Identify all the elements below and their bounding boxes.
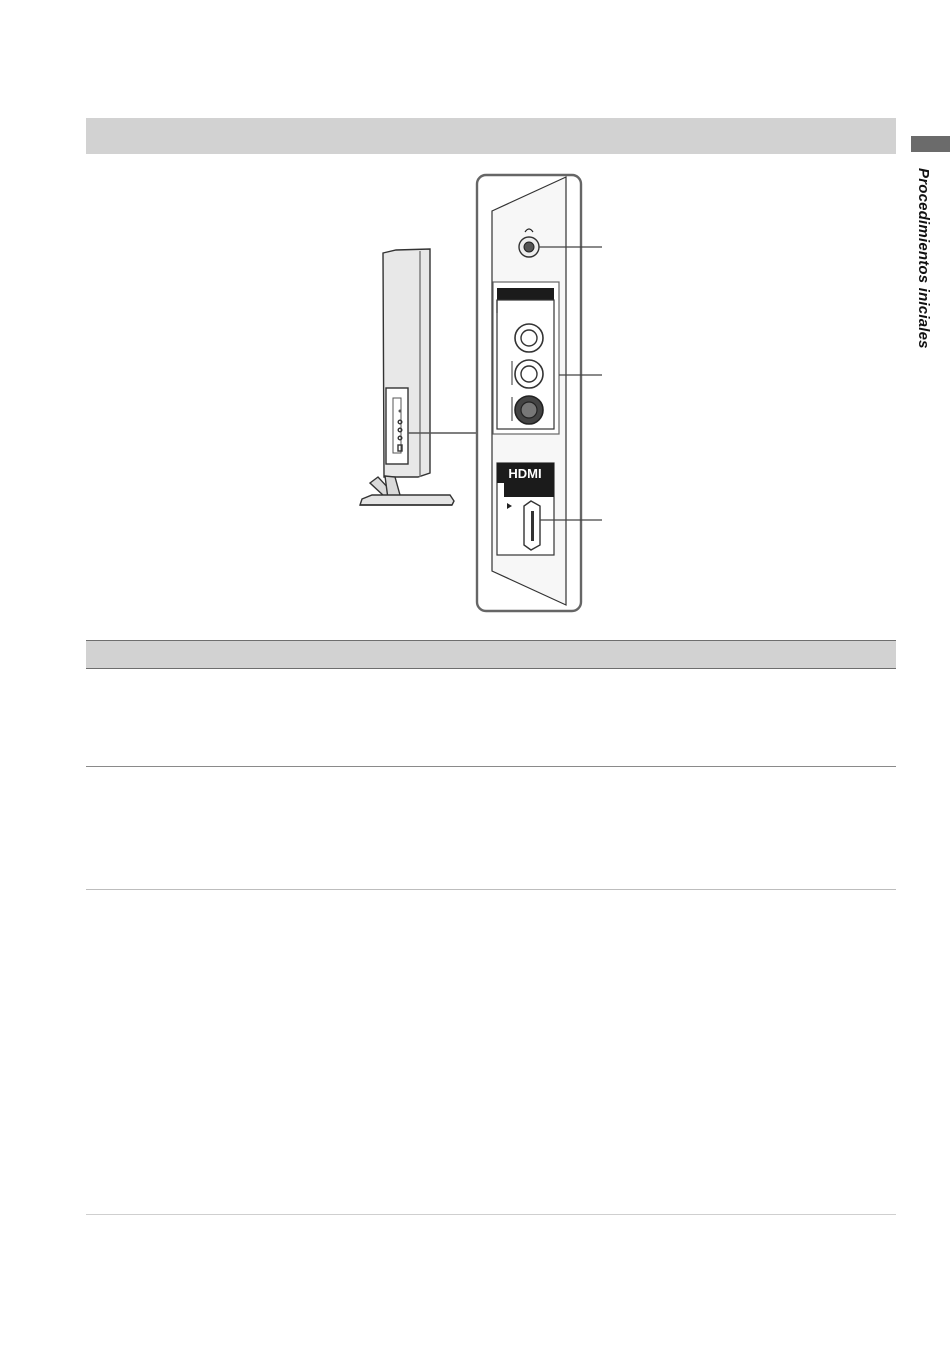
tv-side-connectors-figure: [340, 165, 630, 625]
av-input-block: [493, 282, 602, 434]
table-header-band: [86, 640, 896, 669]
tv-side-view: [360, 249, 454, 505]
enlarged-connector-panel: [477, 175, 602, 611]
table-row-divider: [86, 766, 896, 767]
hdmi-input-block: [497, 463, 602, 555]
side-tab-label: Procedimientos iniciales: [915, 168, 932, 349]
section-title-band: [86, 118, 896, 154]
hdmi-logo: HDMI: [508, 466, 542, 481]
side-tab-marker: [911, 136, 950, 152]
table-row-divider: [86, 889, 896, 890]
table-row-divider: [86, 1214, 896, 1215]
